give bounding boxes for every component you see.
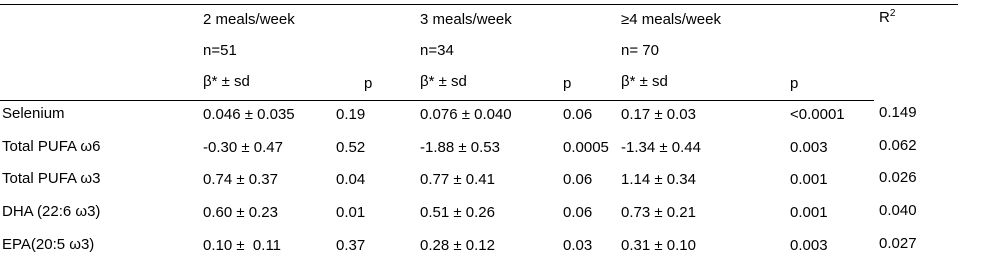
cell-p-4meals: 0.001 bbox=[790, 171, 828, 188]
cell-r2: 0.062 bbox=[879, 137, 917, 154]
cell-p-2meals: 0.37 bbox=[336, 237, 366, 254]
cell-beta-2meals: -0.30 ± 0.47 bbox=[203, 139, 283, 156]
cell-p-4meals: 0.001 bbox=[790, 204, 828, 221]
cell-beta-3meals: -1.88 ± 0.53 bbox=[420, 139, 500, 156]
row-label-epa: EPA(20:5 ω3) bbox=[2, 236, 95, 253]
cell-beta-2meals: 0.046 ± 0.035 bbox=[203, 106, 295, 123]
beta-header-3: β* ± sd bbox=[621, 73, 668, 90]
cell-beta-2meals: 0.10 ± 0.11 bbox=[203, 237, 282, 254]
cell-r2: 0.027 bbox=[879, 235, 917, 252]
cell-p-3meals: 0.03 bbox=[563, 237, 593, 254]
p-header-3: p bbox=[790, 75, 799, 92]
group-header-3-meals: 3 meals/week bbox=[420, 11, 512, 28]
beta-header-2: β* ± sd bbox=[420, 73, 467, 90]
p-header-1: p bbox=[364, 75, 373, 92]
cell-beta-4meals: 0.31 ± 0.10 bbox=[621, 237, 696, 254]
cell-beta-3meals: 0.28 ± 0.12 bbox=[420, 237, 495, 254]
group-header-4-meals: ≥4 meals/week bbox=[621, 11, 721, 28]
cell-p-2meals: 0.01 bbox=[336, 204, 366, 221]
r2-header-label: R bbox=[879, 9, 890, 26]
row-label-total-pufa-w3: Total PUFA ω3 bbox=[2, 170, 101, 187]
n-4-meals: n= 70 bbox=[621, 42, 659, 59]
cell-p-4meals: <0.0001 bbox=[790, 106, 845, 123]
r2-header-superscript: 2 bbox=[889, 8, 896, 19]
cell-beta-2meals: 0.74 ± 0.37 bbox=[203, 171, 278, 188]
cell-p-3meals: 0.06 bbox=[563, 204, 593, 221]
n-2-meals: n=51 bbox=[203, 42, 237, 59]
cell-p-3meals: 0.06 bbox=[563, 106, 593, 123]
cell-p-4meals: 0.003 bbox=[790, 139, 828, 156]
n-3-meals: n=34 bbox=[420, 42, 454, 59]
cell-p-3meals: 0.06 bbox=[563, 171, 593, 188]
cell-p-4meals: 0.003 bbox=[790, 237, 828, 254]
row-label-selenium: Selenium bbox=[2, 105, 65, 122]
cell-r2: 0.149 bbox=[879, 104, 917, 121]
cell-p-2meals: 0.52 bbox=[336, 139, 366, 156]
cell-r2: 0.040 bbox=[879, 202, 917, 219]
cell-beta-3meals: 0.77 ± 0.41 bbox=[420, 171, 495, 188]
beta-header-1: β* ± sd bbox=[203, 73, 250, 90]
cell-beta-4meals: 0.17 ± 0.03 bbox=[621, 106, 696, 123]
cell-p-3meals: 0.0005 bbox=[563, 139, 609, 156]
cell-p-2meals: 0.04 bbox=[336, 171, 366, 188]
cell-beta-3meals: 0.51 ± 0.26 bbox=[420, 204, 495, 221]
r2-header bbox=[879, 9, 895, 27]
group-header-2-meals: 2 meals/week bbox=[203, 11, 295, 28]
cell-beta-4meals: -1.34 ± 0.44 bbox=[621, 139, 701, 156]
header-rule bbox=[0, 100, 874, 101]
p-header-2: p bbox=[563, 75, 572, 92]
row-label-dha: DHA (22:6 ω3) bbox=[2, 203, 101, 220]
cell-p-2meals: 0.19 bbox=[336, 106, 366, 123]
row-label-total-pufa-w6: Total PUFA ω6 bbox=[2, 138, 101, 155]
top-rule bbox=[0, 4, 958, 5]
cell-beta-4meals: 0.73 ± 0.21 bbox=[621, 204, 696, 221]
cell-beta-2meals: 0.60 ± 0.23 bbox=[203, 204, 278, 221]
cell-beta-4meals: 1.14 ± 0.34 bbox=[621, 171, 696, 188]
cell-r2: 0.026 bbox=[879, 169, 917, 186]
cell-beta-3meals: 0.076 ± 0.040 bbox=[420, 106, 512, 123]
